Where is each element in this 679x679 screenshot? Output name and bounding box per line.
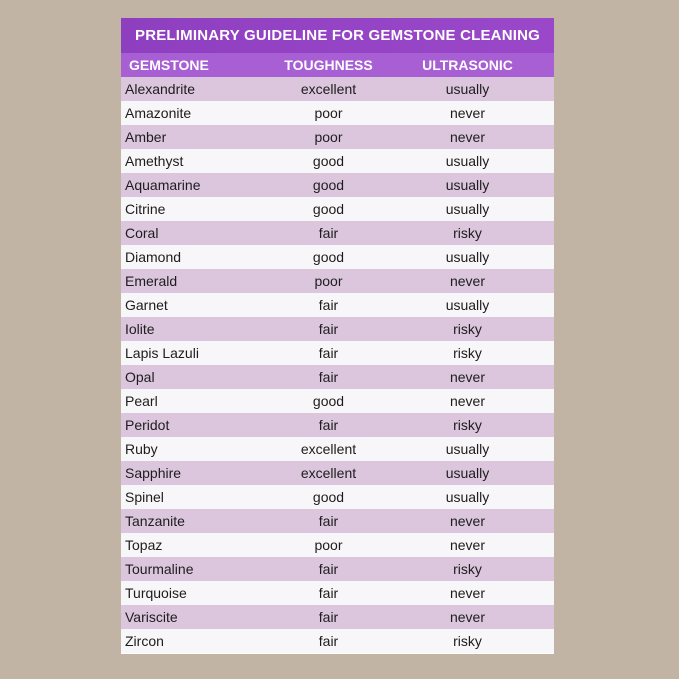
cell-toughness: excellent <box>300 465 357 481</box>
table-row <box>121 293 554 317</box>
cell-toughness: fair <box>318 561 339 577</box>
table-row <box>121 413 554 437</box>
cell-toughness: fair <box>318 297 339 313</box>
cell-toughness: good <box>312 249 345 265</box>
table-row <box>121 125 554 149</box>
cell-ultrasonic: never <box>449 513 486 529</box>
cell-toughness: good <box>312 489 345 505</box>
cell-gemstone: Garnet <box>125 297 168 313</box>
table-body <box>121 77 554 653</box>
cell-toughness: poor <box>314 273 343 289</box>
table-row <box>121 605 554 629</box>
cell-gemstone: Peridot <box>125 417 170 433</box>
cell-toughness: good <box>312 177 345 193</box>
table-row <box>121 437 554 461</box>
cell-toughness: good <box>312 201 345 217</box>
cell-ultrasonic: never <box>449 129 486 145</box>
cell-toughness: fair <box>318 345 339 361</box>
cell-gemstone: Turquoise <box>125 585 187 601</box>
cell-gemstone: Variscite <box>125 609 178 625</box>
table-row <box>121 581 554 605</box>
cell-toughness: fair <box>318 321 339 337</box>
cell-toughness: poor <box>314 105 343 121</box>
table-row <box>121 101 554 125</box>
cell-ultrasonic: usually <box>445 465 490 481</box>
cell-toughness: excellent <box>300 441 357 457</box>
cell-gemstone: Topaz <box>125 537 163 553</box>
cell-ultrasonic: usually <box>445 489 490 505</box>
cell-toughness: fair <box>318 585 339 601</box>
cell-ultrasonic: risky <box>453 321 482 337</box>
column-header-ultrasonic: ULTRASONIC <box>422 57 513 73</box>
cell-gemstone: Aquamarine <box>125 177 201 193</box>
cell-toughness: excellent <box>300 81 357 97</box>
cell-ultrasonic: never <box>449 393 486 409</box>
cell-ultrasonic: risky <box>453 225 482 241</box>
table-row <box>121 173 554 197</box>
cell-gemstone: Coral <box>125 225 159 241</box>
table-header <box>121 53 554 77</box>
cell-toughness: fair <box>318 609 339 625</box>
cell-gemstone: Alexandrite <box>125 81 196 97</box>
table-row <box>121 533 554 557</box>
cell-ultrasonic: usually <box>445 201 490 217</box>
table-row <box>121 365 554 389</box>
cell-ultrasonic: usually <box>445 81 490 97</box>
cell-toughness: fair <box>318 513 339 529</box>
cell-ultrasonic: never <box>449 609 486 625</box>
table-row <box>121 197 554 221</box>
table-row <box>121 245 554 269</box>
gemstone-guideline-card <box>121 18 554 654</box>
cell-gemstone: Opal <box>125 369 155 385</box>
cell-ultrasonic: usually <box>445 297 490 313</box>
cell-ultrasonic: risky <box>453 417 482 433</box>
cell-gemstone: Amazonite <box>125 105 192 121</box>
cell-gemstone: Spinel <box>125 489 164 505</box>
table-row <box>121 629 554 653</box>
cell-toughness: fair <box>318 417 339 433</box>
cell-gemstone: Diamond <box>125 249 182 265</box>
cell-gemstone: Tanzanite <box>125 513 185 529</box>
cell-toughness: fair <box>318 369 339 385</box>
cell-ultrasonic: risky <box>453 561 482 577</box>
cell-ultrasonic: never <box>449 105 486 121</box>
column-header-gemstone: GEMSTONE <box>129 57 209 73</box>
cell-ultrasonic: never <box>449 537 486 553</box>
table-row <box>121 461 554 485</box>
cell-gemstone: Sapphire <box>125 465 182 481</box>
cell-gemstone: Emerald <box>125 273 178 289</box>
cell-gemstone: Ruby <box>125 441 158 457</box>
page-title: PRELIMINARY GUIDELINE FOR GEMSTONE CLEANING <box>134 27 541 44</box>
cell-ultrasonic: never <box>449 369 486 385</box>
cell-ultrasonic: usually <box>445 249 490 265</box>
cell-gemstone: Tourmaline <box>125 561 194 577</box>
cell-gemstone: Lapis Lazuli <box>125 345 199 361</box>
cell-ultrasonic: never <box>449 273 486 289</box>
cell-toughness: good <box>312 153 345 169</box>
table-row <box>121 485 554 509</box>
title-bar <box>121 18 554 53</box>
cell-toughness: fair <box>318 633 339 649</box>
table-row <box>121 389 554 413</box>
column-header-toughness: TOUGHNESS <box>284 57 373 73</box>
table-row <box>121 77 554 101</box>
cell-toughness: poor <box>314 129 343 145</box>
cell-gemstone: Iolite <box>125 321 155 337</box>
cell-gemstone: Amber <box>125 129 167 145</box>
table-row <box>121 317 554 341</box>
cell-ultrasonic: never <box>449 585 486 601</box>
cell-toughness: good <box>312 393 345 409</box>
table-row <box>121 221 554 245</box>
table-row <box>121 557 554 581</box>
table-row <box>121 269 554 293</box>
table-row <box>121 509 554 533</box>
cell-ultrasonic: risky <box>453 345 482 361</box>
cell-toughness: fair <box>318 225 339 241</box>
table-row <box>121 341 554 365</box>
cell-gemstone: Citrine <box>125 201 166 217</box>
cell-ultrasonic: usually <box>445 177 490 193</box>
cell-ultrasonic: risky <box>453 633 482 649</box>
cell-ultrasonic: usually <box>445 153 490 169</box>
cell-gemstone: Zircon <box>125 633 164 649</box>
cell-ultrasonic: usually <box>445 441 490 457</box>
cell-gemstone: Pearl <box>125 393 158 409</box>
cell-toughness: poor <box>314 537 343 553</box>
cell-gemstone: Amethyst <box>125 153 184 169</box>
table-row <box>121 149 554 173</box>
